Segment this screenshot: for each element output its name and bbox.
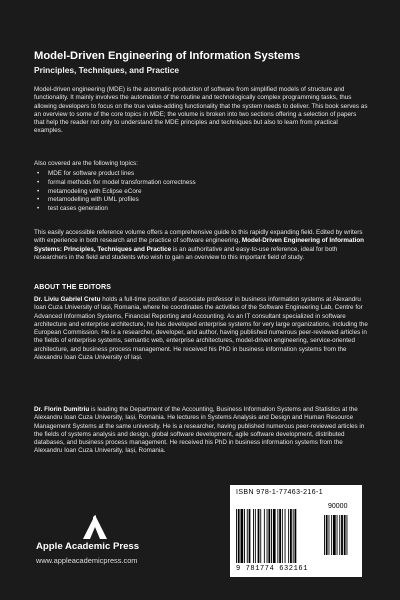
publisher-website: www.appleacademicpress.com [36,556,138,565]
publisher-logo-block [36,515,186,575]
bold-book-title: Model-Driven Engineering of Information Systems: Principles, Techniques and Practice [34,237,365,253]
bullet-icon: • [37,196,40,204]
list-item: • MDE for software product lines [37,170,135,177]
bullet-icon: • [37,187,40,195]
apple-academic-press-logo-icon [80,515,110,539]
barcode-bars [236,499,356,563]
list-item: • formal methods for model transformation correctness [37,178,196,186]
editor-name-2: Dr. Florin Dumitriu [34,406,90,413]
bullet-icon: • [37,170,40,177]
editor-bio-1: Dr. Liviu Gabriel Cretu holds a full-time position of associate professor in business information systems at Alexandru Ioan Cuza University of Iași, Romania, where he coordinates the activities of the Software Engineering Lab, Centre for Advanced Information Systems, Financial Reporting and Accounting. As an IT consultant specialized in software architecture and enterprise architecture, he has developed enterprise systems for very large organizations, including the European Commission. He is a researcher, developer, and author, having published numerous peer-reviewed articles in the fields of enterprise systems, semantic web, enterprise architectures, model-driven engineering, service-oriented architecture, and business process management. He received his PhD in business information systems from the Alexandru Ioan Cuza University of Iași. [34,296,368,362]
editor-bio-2: Dr. Florin Dumitriu is leading the Department of the Accounting, Business Information Systems and Statistics at the Alexandru Ioan Cuza University, Iași, Romania. He lectures in Systems Analysis and Design and Human Resource Management Systems at the same university. He is a researcher, having published numerous peer-reviewed articles in the fields of systems analysis and design, global software development, agile software development, distributed databases, and business process management. He received his PhD in business information systems from the Alexandru Ioan Cuza University, Iași, Romania. [34,406,365,455]
publisher-name: Apple Academic Press [36,541,140,552]
price-code: 90000 [328,503,348,510]
isbn-text: ISBN 978-1-77463-216-1 [236,489,324,496]
reference-paragraph: This easily accessible reference volume offers a comprehensive guide to this rapidly expanding field. Edited by writers with experience in both research and the practice of software engineering, Model-Driven Engineering of Information Systems: Principles, Techniques and Practice is an authoritative and easy-to-use reference, ideal for both researchers in the field and students who wish to gain an overview to this important field of study. [34,229,365,261]
about-editors-heading: ABOUT THE EDITORS [34,284,112,291]
list-item: • metamodelling with UML profiles [37,196,139,204]
intro-paragraph: Model-driven engineering (MDE) is the automatic production of software from simplified models of structure and functionality. It mainly involves the automation of the routine and technologically complex programming tasks, thus allowing developers to focus on the true value-adding functionality that the system needs to deliver. This book serves as an overview to some of the core topics in MDE; the volume is broken into two sections offering a selection of papers that help the reader not only to understand the MDE principles and techniques but also to learn from practical examples. [34,86,368,135]
list-item: • metamodeling with Eclipse eCore [37,187,142,195]
bullet-icon: • [37,205,40,213]
topics-list [34,170,368,214]
book-title: Model-Driven Engineering of Information Systems [34,50,301,62]
book-subtitle: Principles, Techniques, and Practice [34,65,180,75]
bullet-icon: • [37,178,40,186]
barcode-digits: 9 781774 632161 [236,565,309,573]
list-item: • test cases generation [37,205,108,213]
topics-lead: Also covered are the following topics: [34,160,138,167]
editor-name-1: Dr. Liviu Gabriel Cretu [34,296,101,303]
barcode [230,485,362,577]
